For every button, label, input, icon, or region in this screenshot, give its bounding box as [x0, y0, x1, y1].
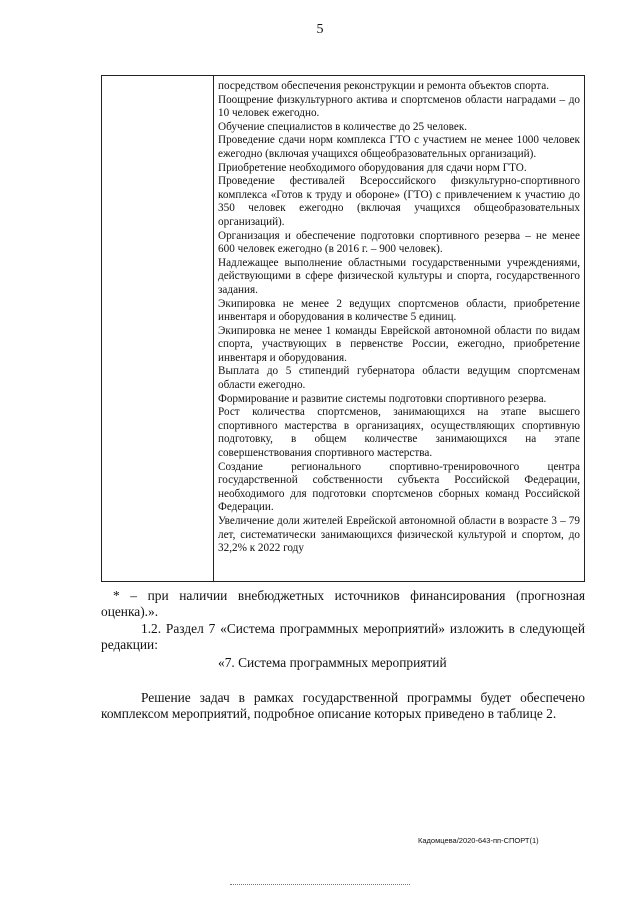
measures-table [101, 75, 585, 582]
table-item: Поощрение физкультурного актива и спортсменов области наградами – до 10 человек ежегодно. [218, 93, 580, 120]
amendment-point: 1.2. Раздел 7 «Система программных мероприятий» изложить в следующей редакции: [101, 621, 585, 652]
table-item: Приобретение необходимого оборудования для сдачи норм ГТО. [218, 161, 527, 174]
table-item: Создание регионального спортивно-тренировочного центра государственной собственности субъекта Российской Федерации, необходимого для подготовки спортсменов сборных команд Российской Федерации. [218, 460, 580, 514]
table-item: Увеличение доли жителей Еврейской автономной области в возрасте 3 – 79 лет, систематически занимающихся физической культурой и спортом, до 32,2% к 2022 году [218, 515, 580, 555]
bottom-dotted-rule [230, 884, 410, 885]
table-item: Рост количества спортсменов, занимающихся на этапе высшего спортивного мастерства в организациях, осуществляющих спортивную подготовку, в общем количестве занимающихся на этапе совершенствования спортивного мастерства. [218, 406, 580, 460]
table-item: Экипировка не менее 1 команды Еврейской автономной области по видам спорта, участвующих в первенстве России, ежегодно, приобретение инвентаря и оборудования. [218, 324, 580, 364]
table-item: Надлежащее выполнение областными государственными учреждениями, действующими в сфере физической культуры и спорта, государственного задания. [218, 256, 580, 296]
table-item: Обучение специалистов в количестве до 25 человек. [218, 120, 468, 133]
table-item: Экипировка не менее 2 ведущих спортсменов области, приобретение инвентаря и оборудования в количестве 5 единиц. [218, 297, 580, 324]
footnote: * – при наличии внебюджетных источников финансирования (прогнозная оценка).». [101, 588, 585, 619]
body-paragraph: Решение задач в рамках государственной программы будет обеспечено комплексом мероприятий, подробное описание которых приведено в таблице 2. [101, 690, 585, 721]
table-right-cell [218, 80, 580, 556]
document-code: Кадомцева/2020-643-пп-СПОРТ(1) [418, 836, 539, 845]
table-item: Выплата до 5 стипендий губернатора области ведущим спортсменам области ежегодно. [218, 365, 580, 392]
table-item: Проведение фестивалей Всероссийского физкультурно-спортивного комплекса «Готов к труду и обороне» (ГТО) с привлечением к участию до 350 человек ежегодно (включая учащихся общеобразовательных организаций). [218, 175, 580, 228]
page-number: 5 [316, 22, 324, 37]
table-item: посредством обеспечения реконструкции и ремонта объектов спорта. [218, 80, 550, 92]
section-title: «7. Система программных мероприятий [218, 655, 447, 670]
table-item: Формирование и развитие системы подготовки спортивного резерва. [218, 392, 547, 405]
table-column-divider [213, 76, 214, 581]
table-item: Организация и обеспечение подготовки спортивного резерва – не менее 600 человек ежегодно (в 2016 г. – 900 человек). [218, 229, 580, 256]
table-item: Проведение сдачи норм комплекса ГТО с участием не менее 1000 человек ежегодно (включая учащихся общеобразовательных организаций). [218, 134, 580, 160]
